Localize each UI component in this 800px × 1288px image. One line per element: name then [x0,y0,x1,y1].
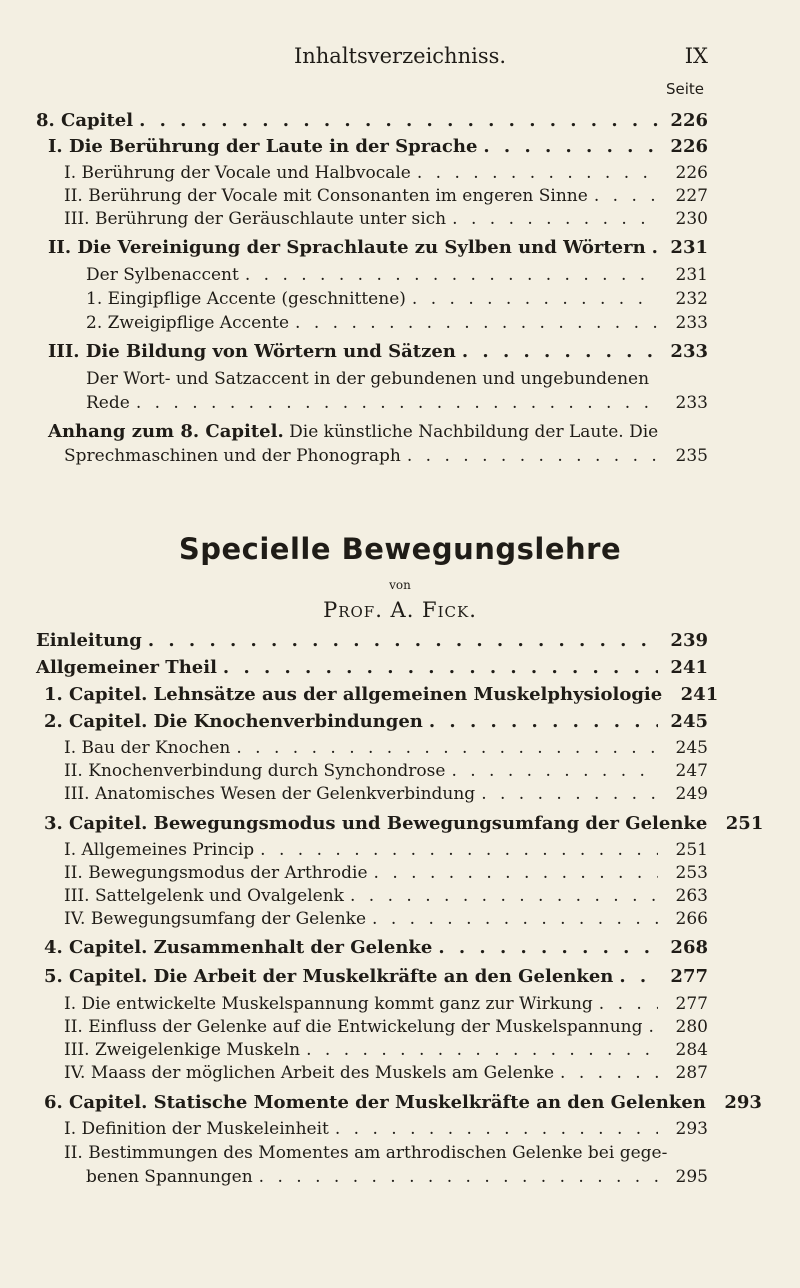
toc-entry: Allgemeiner Theil . . . 241 [36,657,708,679]
toc-entry: Sprechmaschinen und der Phonograph . . . 235 [64,445,708,467]
toc-entry: Der Sylbenaccent . . . 231 [86,264,708,286]
toc-entry: II. Knochenverbindung durch Synchondrose . . . 247 [64,760,708,782]
toc-entry: III. Zweigelenkige Muskeln . . . 284 [64,1039,708,1061]
page-number: IX [684,44,708,68]
section-author: Prof. A. Fick. [323,598,477,622]
toc-entry: III. Sattelgelenk und Ovalgelenk . . . 263 [64,885,708,907]
toc-entry: 2. Capitel. Die Knochenverbindungen . . . 245 [44,711,708,733]
toc-entry: 1. Capitel. Lehnsätze aus der allgemeinen Muskelphysiologie 241 [44,684,719,705]
toc-entry: I. Die Berührung der Laute in der Sprache . . . 226 [48,136,708,158]
toc-entry: I. Die entwickelte Muskelspannung kommt ganz zur Wirkung . . . 277 [64,993,708,1015]
toc-entry: Einleitung . . . 239 [36,630,708,652]
toc-entry: II. Bewegungsmodus der Arthrodie . . . 253 [64,862,708,884]
section-title: Specielle Bewegungslehre [178,532,622,566]
toc-entry: IV. Bewegungsumfang der Gelenke . . . 266 [64,908,708,930]
toc-entry: 6. Capitel. Statische Momente der Muskelkräfte an den Gelenken 293 [44,1092,762,1113]
toc-entry: III. Anatomisches Wesen der Gelenkverbindung . . . 249 [64,783,708,805]
section-von: von [389,578,411,592]
toc-entry: 4. Capitel. Zusammenhalt der Gelenke . . . 268 [44,937,708,959]
toc-entry: Rede . . . 233 [86,392,708,414]
toc-entry: II. Berührung der Vocale mit Consonanten im engeren Sinne . . . 227 [64,185,708,207]
toc-entry: 8. Capitel . . . 226 [36,110,708,132]
running-header-title: Inhaltsverzeichniss. [293,44,507,68]
toc-entry: I. Bau der Knochen . . . 245 [64,737,708,759]
toc-entry: 3. Capitel. Bewegungsmodus und Bewegungsumfang der Gelenke 251 [44,813,764,834]
toc-entry: I. Definition der Muskeleinheit . . . 293 [64,1118,708,1140]
toc-entry-line1: Anhang zum 8. Capitel. Die künstliche Nachbildung der Laute. Die [48,421,659,442]
toc-entry: I. Allgemeines Princip . . . 251 [64,839,708,861]
toc-entry-line1: Der Wort- und Satzaccent in der gebundenen und ungebundenen [86,369,650,389]
toc-entry: III. Berührung der Geräuschlaute unter sich . . . 230 [64,208,708,230]
toc-entry: II. Einfluss der Gelenke auf die Entwickelung der Muskelspannung . . . 280 [64,1016,708,1038]
toc-entry: 5. Capitel. Die Arbeit der Muskelkräfte an den Gelenken . . . 277 [44,966,708,988]
seite-label: Seite [665,80,704,98]
toc-entry: benen Spannungen . . . 295 [86,1166,708,1188]
toc-entry: II. Die Vereinigung der Sprachlaute zu Sylben und Wörtern . . . 231 [48,237,708,259]
toc-entry-line1: II. Bestimmungen des Momentes am arthrodischen Gelenke bei gege- [64,1143,668,1163]
toc-entry: I. Berührung der Vocale und Halbvocale . . . 226 [64,162,708,184]
toc-entry: IV. Maass der möglichen Arbeit des Muskels am Gelenke . . . 287 [64,1062,708,1084]
toc-entry: 2. Zweigipflige Accente . . . 233 [86,312,708,334]
toc-entry: 1. Eingipflige Accente (geschnittene) . . . 232 [86,288,708,310]
toc-entry: III. Die Bildung von Wörtern und Sätzen . . . 233 [48,341,708,363]
